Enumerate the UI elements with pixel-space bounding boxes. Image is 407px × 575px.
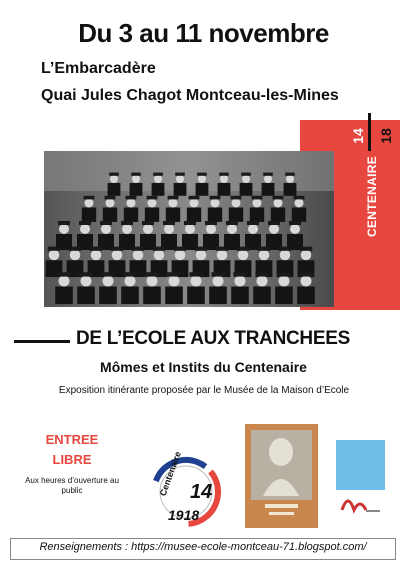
exhibition-subtitle: Mômes et Instits du Centenaire: [100, 359, 307, 375]
ribbon-year-start: 14: [349, 128, 366, 144]
photo-illustration: [44, 151, 334, 307]
free-entry-line2: LIBRE: [52, 452, 92, 467]
svg-text:Centenaire: Centenaire: [157, 452, 183, 498]
ribbon-divider: [368, 113, 371, 151]
venue-name: L’Embarcadère: [41, 60, 156, 77]
svg-text:1918: 1918: [168, 507, 200, 523]
event-dates: Du 3 au 11 novembre: [78, 18, 329, 48]
ribbon-centenaire-label: CENTENAIRE: [365, 155, 379, 237]
info-link[interactable]: Renseignements : https://musee-ecole-montceau-71.blogspot.com/: [39, 541, 367, 553]
venue-address: Quai Jules Chagot Montceau-les-Mines: [41, 87, 339, 104]
marianne-bust-book-cover: [245, 424, 318, 528]
svg-text:14: 14: [190, 481, 213, 503]
exhibition-title: DE L’ECOLE AUX TRANCHEES: [76, 328, 350, 349]
exhibition-description: Exposition itinérante proposée par le Musée de la Maison d’Ecole: [58, 385, 350, 396]
historical-class-photo: [44, 151, 334, 307]
title-rule: [14, 340, 70, 343]
ribbon-year-end: 18: [377, 128, 394, 144]
museum-blue-book-cover: [336, 440, 385, 528]
centenaire-badge-logo: [150, 452, 222, 530]
free-entry-line1: ENTREE: [45, 432, 99, 447]
opening-hours-note: Aux heures d’ouverture au public: [25, 476, 119, 495]
